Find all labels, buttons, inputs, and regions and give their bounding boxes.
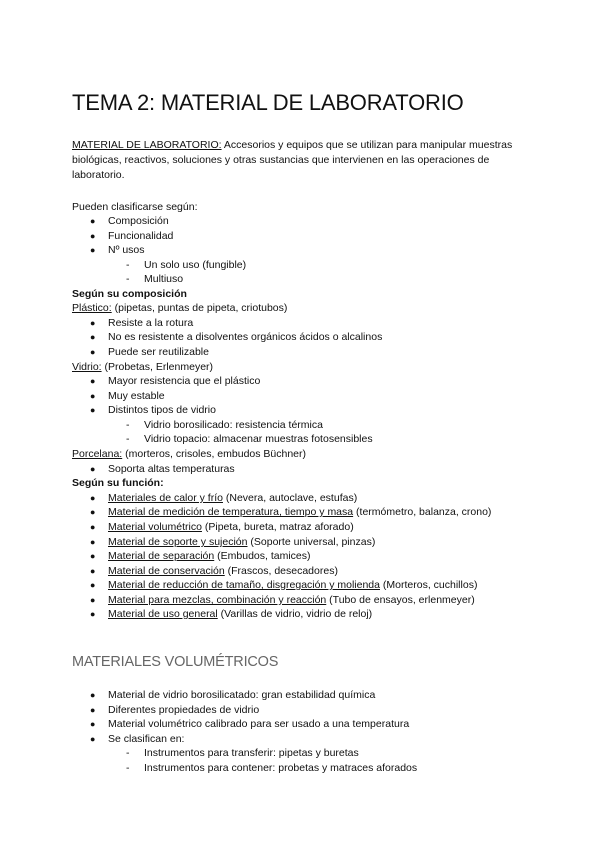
dash-icon: - [126,273,130,285]
bullet-icon: ● [90,719,96,729]
function-link[interactable]: Material de separación [108,550,215,562]
sub-list-item: - Vidrio borosilicado: resistencia térmica [126,419,323,431]
list-item: ● No es resistente a disolventes orgánicos ácidos o alcalinos [90,331,383,343]
sub-list-item: - Un solo uso (fungible) [126,259,247,271]
bullet-icon: ● [90,566,96,576]
list-item: ● Material de separación (Embudos, tamices) [90,550,311,562]
dash-icon: - [126,433,130,445]
function-heading: Según su función: [72,477,164,489]
list-item: ● Material para mezclas, combinación y reacción (Tubo de ensayos, erlenmeyer) [90,594,475,606]
function-link[interactable]: Material de medición de temperatura, tiempo y masa [108,506,354,518]
list-item: ● Funcionalidad [90,230,174,242]
bullet-icon: ● [90,376,96,386]
bullet-icon: ● [90,347,96,357]
bullet-icon: ● [90,405,96,415]
bullet-icon: ● [90,318,96,328]
list-item: ● Material volumétrico (Pipeta, bureta, matraz aforado) [90,521,354,533]
function-link[interactable]: Material de reducción de tamaño, disgregación y molienda [108,579,380,591]
list-item: ● Materiales de calor y frío (Nevera, autoclave, estufas) [90,492,358,504]
list-item: ● Material volumétrico calibrado para ser usado a una temperatura [90,718,410,730]
bullet-icon: ● [90,245,96,255]
list-item: ● Material de uso general (Varillas de vidrio, vidrio de reloj) [90,608,373,620]
list-item: ● Material de reducción de tamaño, disgregación y molienda (Morteros, cuchillos) [90,579,478,591]
list-item: ● Muy estable [90,390,165,402]
section-title: MATERIALES VOLUMÉTRICOS [72,654,279,670]
list-item: ● Material de soporte y sujeción (Soporte universal, pinzas) [90,536,376,548]
porcelana-line: Porcelana: (morteros, crisoles, embudos Büchner) [72,448,307,460]
list-item: ● Mayor resistencia que el plástico [90,375,261,387]
list-item: ● Se clasifican en: [90,733,185,745]
bullet-icon: ● [90,231,96,241]
list-item: ● Resiste a la rotura [90,317,194,329]
list-item: ● Puede ser reutilizable [90,346,209,358]
function-link[interactable]: Material de soporte y sujeción [108,536,248,548]
function-link[interactable]: Material de conservación [108,565,225,577]
list-item: ● Distintos tipos de vidrio [90,404,216,416]
list-item: ● Material de medición de temperatura, tiempo y masa (termómetro, balanza, crono) [90,506,492,518]
plastico-line: Plástico: (pipetas, puntas de pipeta, criotubos) [72,302,288,314]
bullet-icon: ● [90,580,96,590]
dash-icon: - [126,762,130,774]
sub-list-item: - Instrumentos para contener: probetas y matraces aforados [126,762,418,774]
dash-icon: - [126,419,130,431]
intro-text: Accesorios y equipos que se utilizan para manipular muestras biológicas, reactivos, soluciones y otras sustancias que intervienen en las operaciones de laboratorio. [72,139,513,181]
bullet-icon: ● [90,522,96,532]
classify-intro: Pueden clasificarse según: [72,201,198,213]
bullet-icon: ● [90,595,96,605]
intro-label: MATERIAL DE LABORATORIO: [72,139,222,151]
list-item: ● Composición [90,215,169,227]
list-item: ● Diferentes propiedades de vidrio [90,704,260,716]
bullet-icon: ● [90,537,96,547]
function-link[interactable]: Material volumétrico [108,521,202,533]
sub-list-item: - Multiuso [126,273,184,285]
bullet-icon: ● [90,609,96,619]
list-item: ● Nº usos [90,244,145,256]
bullet-icon: ● [90,493,96,503]
bullet-icon: ● [90,332,96,342]
bullet-icon: ● [90,507,96,517]
bullet-icon: ● [90,216,96,226]
vidrio-line: Vidrio: (Probetas, Erlenmeyer) [72,361,214,373]
dash-icon: - [126,747,130,759]
composition-heading: Según su composición [72,288,187,300]
list-item: ● Material de conservación (Frascos, desecadores) [90,565,338,577]
bullet-icon: ● [90,705,96,715]
bullet-icon: ● [90,464,96,474]
sub-list-item: - Vidrio topacio: almacenar muestras fotosensibles [126,433,373,445]
sub-list-item: - Instrumentos para transferir: pipetas y buretas [126,747,359,759]
list-item: ● Material de vidrio borosilicatado: gran estabilidad química [90,689,376,701]
page-title: TEMA 2: MATERIAL DE LABORATORIO [72,90,464,115]
intro-paragraph [72,138,542,183]
function-link[interactable]: Material de uso general [108,608,218,620]
bullet-icon: ● [90,551,96,561]
function-link[interactable]: Material para mezclas, combinación y reacción [108,594,327,606]
function-link[interactable]: Materiales de calor y frío [108,492,223,504]
bullet-icon: ● [90,734,96,744]
dash-icon: - [126,259,130,271]
list-item: ● Soporta altas temperaturas [90,463,235,475]
bullet-icon: ● [90,690,96,700]
bullet-icon: ● [90,391,96,401]
